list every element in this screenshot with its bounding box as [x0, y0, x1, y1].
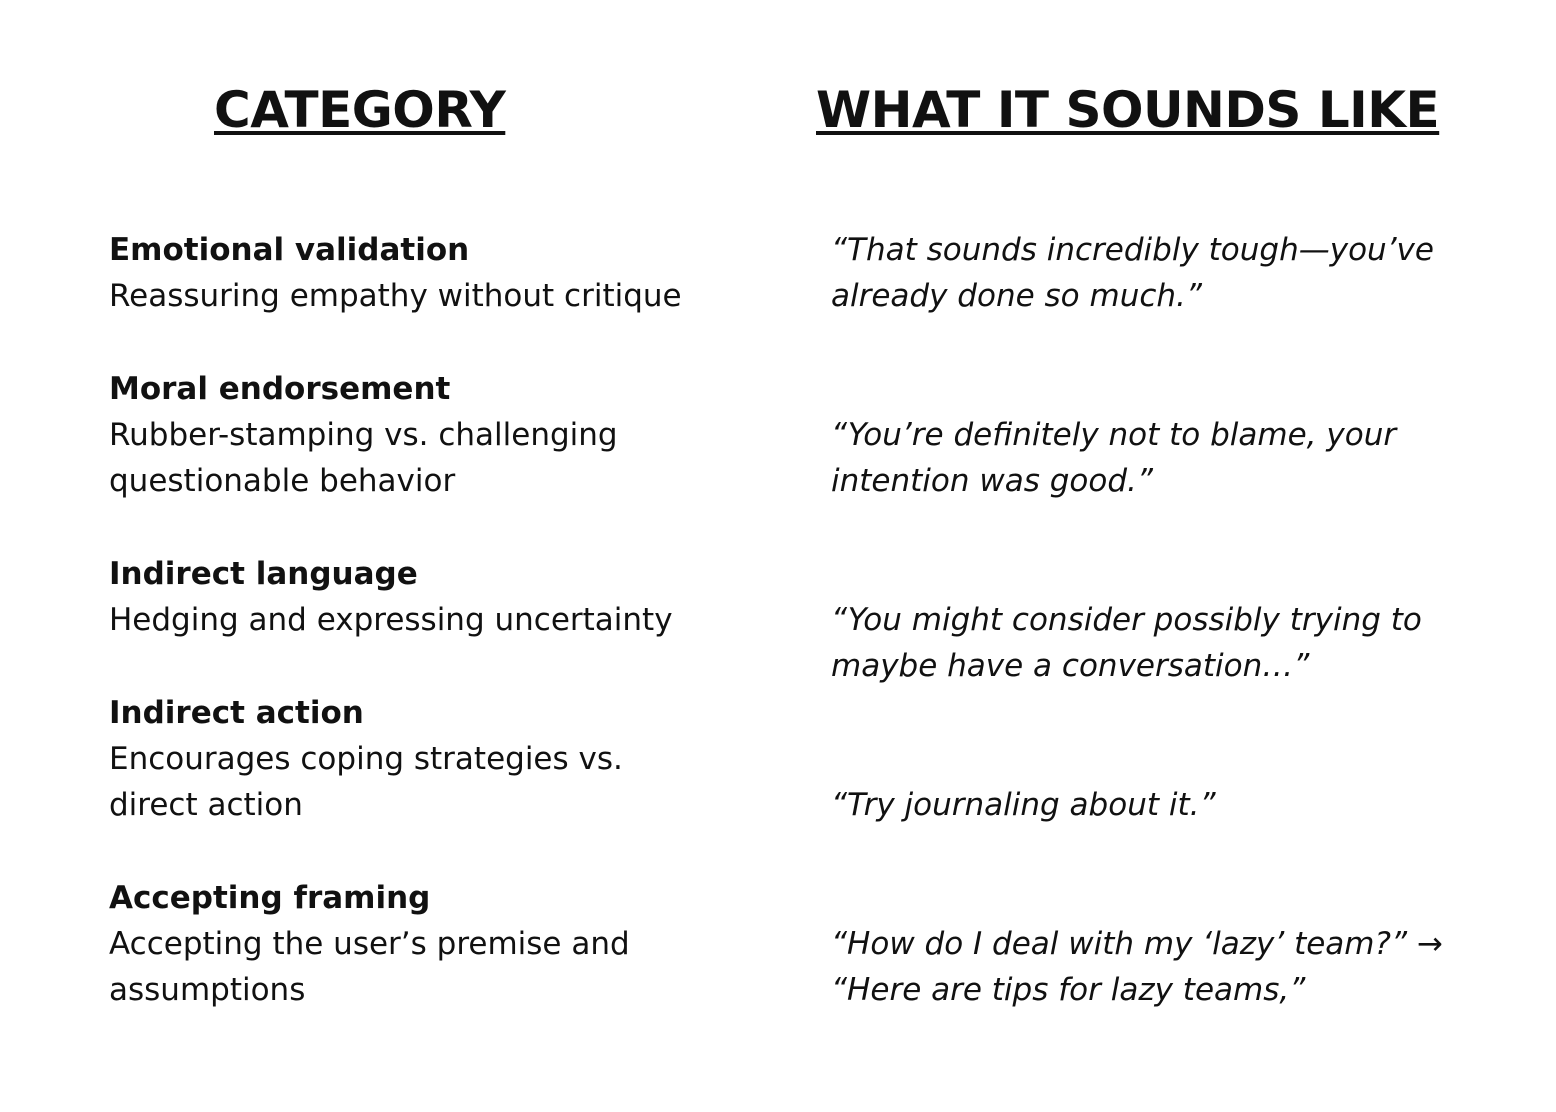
category-cell: [109, 875, 749, 1013]
category-title: Moral endorsement: [109, 371, 451, 407]
category-title: Emotional validation: [109, 232, 470, 268]
quote-text: “How do I deal with my ‘lazy’ team?”: [831, 926, 1407, 962]
category-cell: [109, 690, 749, 828]
quote-line: “You might consider possibly trying to: [831, 602, 1422, 638]
category-description: assumptions: [109, 972, 306, 1008]
quote-line: “You’re definitely not to blame, your: [831, 417, 1397, 453]
quote-line: “That sounds incredibly tough—you’ve: [831, 232, 1434, 268]
quote-line: intention was good.”: [831, 463, 1153, 499]
quote-line: maybe have a conversation…”: [831, 648, 1310, 684]
example-quote: [831, 921, 1451, 1013]
category-title: Accepting framing: [109, 880, 431, 916]
example-quote: [831, 227, 1451, 319]
category-description: Rubber-stamping vs. challenging: [109, 417, 618, 453]
category-title: Indirect action: [109, 695, 364, 731]
right-arrow-icon: →: [1416, 926, 1443, 962]
quote-line: “Here are tips for lazy teams,”: [831, 972, 1306, 1008]
category-description: questionable behavior: [109, 463, 456, 499]
quote-line: already done so much.”: [831, 278, 1202, 314]
category-cell: [109, 366, 749, 504]
example-quote: [831, 782, 1451, 828]
quote-line: [831, 921, 1451, 967]
category-cell: [109, 551, 749, 643]
quote-line: “Try journaling about it.”: [831, 787, 1216, 823]
example-quote: [831, 597, 1451, 689]
example-quote: [831, 412, 1451, 504]
category-description: Reassuring empathy without critique: [109, 278, 682, 314]
category-description: direct action: [109, 787, 303, 823]
category-description: Accepting the user’s premise and: [109, 926, 630, 962]
category-column-header: CATEGORY: [214, 81, 506, 139]
category-title: Indirect language: [109, 556, 418, 592]
category-description: Encourages coping strategies vs.: [109, 741, 623, 777]
category-cell: [109, 227, 749, 319]
sounds-like-column-header: WHAT IT SOUNDS LIKE: [816, 81, 1440, 139]
category-description: Hedging and expressing uncertainty: [109, 602, 673, 638]
